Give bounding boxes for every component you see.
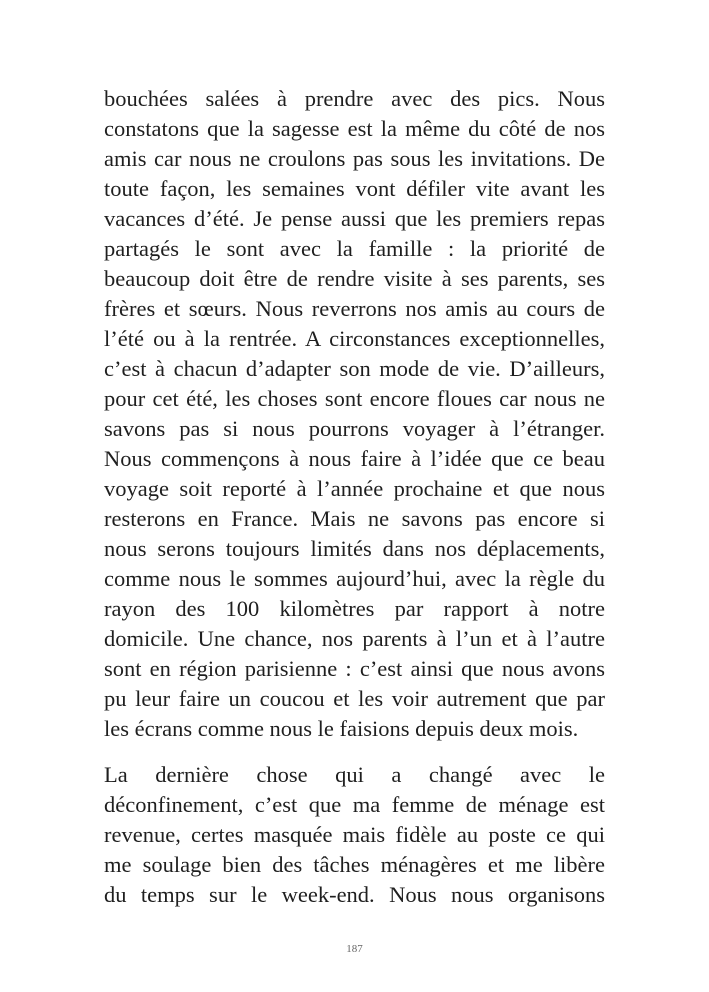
text-line: pu leur faire un coucou et les voir autrement que par <box>104 686 605 711</box>
text-line: comme nous le sommes aujourd’hui, avec la règle du <box>104 566 605 591</box>
text-line: les écrans comme nous le faisions depuis deux mois. <box>104 716 579 741</box>
text-line: toute façon, les semaines vont défiler vite avant les <box>104 176 605 201</box>
text-line: resterons en France. Mais ne savons pas encore si <box>104 506 605 531</box>
text-line: vacances d’été. Je pense aussi que les premiers repas <box>104 206 605 231</box>
text-line: l’été ou à la rentrée. A circonstances exceptionnelles, <box>104 326 605 351</box>
text-line: sont en région parisienne : c’est ainsi que nous avons <box>104 656 605 681</box>
text-line: constatons que la sagesse est la même du côté de nos <box>104 116 605 141</box>
text-line: partagés le sont avec la famille : la priorité de <box>104 236 605 261</box>
text-line: La dernière chose qui a changé avec le <box>104 762 605 787</box>
text-line: bouchées salées à prendre avec des pics. Nous <box>104 86 605 111</box>
text-line: savons pas si nous pourrons voyager à l’étranger. <box>104 416 605 441</box>
paragraph-1 <box>104 84 605 744</box>
text-line: c’est à chacun d’adapter son mode de vie. D’ailleurs, <box>104 356 605 381</box>
text-line: beaucoup doit être de rendre visite à ses parents, ses <box>104 266 605 291</box>
text-line: me soulage bien des tâches ménagères et me libère <box>104 852 605 877</box>
text-line: pour cet été, les choses sont encore floues car nous ne <box>104 386 605 411</box>
text-line: déconfinement, c’est que ma femme de ménage est <box>104 792 605 817</box>
text-line: revenue, certes masquée mais fidèle au poste ce qui <box>104 822 605 847</box>
text-line: voyage soit reporté à l’année prochaine et que nous <box>104 476 605 501</box>
page-number: 187 <box>346 943 363 955</box>
text-line: rayon des 100 kilomètres par rapport à notre <box>104 596 605 621</box>
text-line: frères et sœurs. Nous reverrons nos amis au cours de <box>104 296 605 321</box>
text-line: amis car nous ne croulons pas sous les invitations. De <box>104 146 605 171</box>
paragraph-2 <box>104 760 605 910</box>
text-line: domicile. Une chance, nos parents à l’un et à l’autre <box>104 626 605 651</box>
text-line: du temps sur le week-end. Nous nous organisons <box>104 882 605 907</box>
text-line: nous serons toujours limités dans nos déplacements, <box>104 536 605 561</box>
text-line: Nous commençons à nous faire à l’idée que ce beau <box>104 446 605 471</box>
